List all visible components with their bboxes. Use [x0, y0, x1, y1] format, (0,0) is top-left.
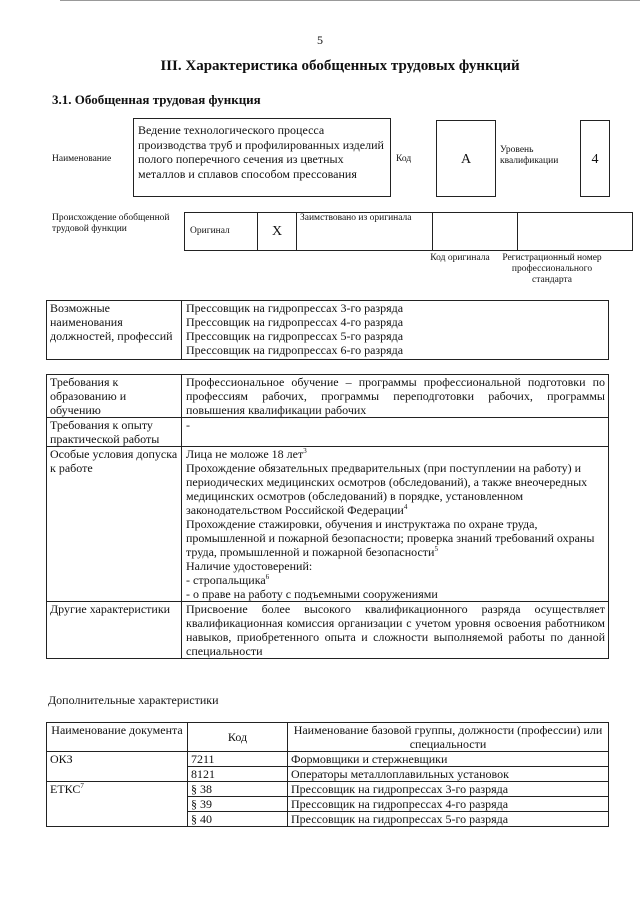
special-line: Прохождение стажировки, обучения и инструктажа по охране труда, промышленной и пожарной безопасности; проверка знаний требований охраны труда, промышленной и пожарной безопасности$^5$ — [186, 517, 595, 559]
name-cell: Формовщики и стержневщики — [288, 752, 609, 767]
origin-label: Происхождение обобщенной трудовой функции — [52, 213, 170, 234]
special-line: Прохождение обязательных предварительных (при поступлении на работу) и периодических медицинских осмотров (обследований), а также внеочередных медицинских осмотров (обследований) в порядке, установленном законодательством Российской Федерации$^4$ — [186, 461, 588, 517]
code-cell: § 38 — [188, 782, 288, 797]
level-value-text: 4 — [591, 152, 599, 167]
name-cell: Прессовщик на гидропрессах 5-го разряда — [288, 812, 609, 827]
other-characteristics-value: Присвоение более высокого квалификационного разряда осуществляет квалификационная комиссия организации с учетом уровня освоения работником навыков, приобретенного опыта и сложности выполняемой работы по данной специальности — [182, 602, 609, 659]
function-name-text: Ведение технологического процесса производства труб и профилированных изделий полого поперечного сечения из цветных металлов и сплавов способом прессования — [138, 123, 384, 181]
header-code: Код — [188, 723, 288, 752]
education-label: Требования к образованию и обучению — [47, 375, 182, 418]
doc-okz: ОКЗ — [47, 752, 188, 782]
special-conditions-value — [182, 447, 609, 602]
code-cell: § 40 — [188, 812, 288, 827]
origin-original-label: Оригинал — [185, 213, 258, 251]
header-document: Наименование документа — [47, 723, 188, 752]
special-line: Лица не моложе 18 лет$^3$ — [186, 447, 307, 461]
code-value-text: А — [460, 152, 472, 167]
experience-value: - — [182, 418, 609, 447]
code-cell: 8121 — [188, 767, 288, 782]
origin-code-cell — [433, 213, 518, 251]
name-cell: Прессовщик на гидропрессах 4-го разряда — [288, 797, 609, 812]
page-number: 5 — [317, 33, 323, 47]
code-value — [436, 120, 496, 197]
positions-label: Возможные наименования должностей, профессий — [47, 301, 182, 360]
special-conditions-label: Особые условия допуска к работе — [47, 447, 182, 602]
position-item: Прессовщик на гидропрессах 4-го разряда — [186, 315, 404, 329]
function-name-label: Наименование — [52, 154, 112, 164]
name-cell: Операторы металлоплавильных установок — [288, 767, 609, 782]
special-line: - стропальщика$^6$ — [186, 573, 270, 587]
origin-code-caption: Код оригинала — [430, 253, 490, 263]
code-cell: § 39 — [188, 797, 288, 812]
positions-list — [182, 301, 609, 360]
special-line: - о праве на работу с подъемными сооружениями — [186, 587, 438, 601]
code-cell: 7211 — [188, 752, 288, 767]
name-cell: Прессовщик на гидропрессах 3-го разряда — [288, 782, 609, 797]
origin-reg-cell — [518, 213, 633, 251]
position-item: Прессовщик на гидропрессах 3-го разряда — [186, 301, 404, 315]
doc-etks: ЕТКС$^7$ — [47, 782, 188, 827]
origin-original-mark: Х — [258, 213, 297, 251]
position-item: Прессовщик на гидропрессах 6-го разряда — [186, 343, 404, 357]
additional-table — [46, 722, 609, 827]
special-line: Наличие удостоверений: — [186, 559, 313, 573]
other-characteristics-label: Другие характеристики — [47, 602, 182, 659]
education-value: Профессиональное обучение – программы профессиональной подготовки по профессиям рабочих, программы переподготовки рабочих, программы повышения квалификации рабочих — [182, 375, 609, 418]
header-name: Наименование базовой группы, должности (профессии) или специальности — [288, 723, 609, 752]
level-value — [580, 120, 610, 197]
requirements-table — [46, 374, 609, 659]
code-label: Код — [396, 154, 412, 164]
positions-table — [46, 300, 609, 360]
experience-label: Требования к опыту практической работы — [47, 418, 182, 447]
top-rule — [60, 0, 640, 2]
function-name-value — [133, 118, 391, 197]
level-label: Уровень квалификации — [500, 145, 559, 166]
section-title: III. Характеристика обобщенных трудовых функций — [160, 58, 520, 74]
origin-table — [184, 212, 633, 251]
origin-borrowed-label: Заимствовано из оригинала — [297, 213, 433, 251]
additional-title: Дополнительные характеристики — [48, 693, 219, 707]
position-item: Прессовщик на гидропрессах 5-го разряда — [186, 329, 404, 343]
subsection-title: 3.1. Обобщенная трудовая функция — [52, 92, 261, 107]
origin-reg-caption: Регистрационный номер профессионального стандарта — [502, 253, 602, 285]
